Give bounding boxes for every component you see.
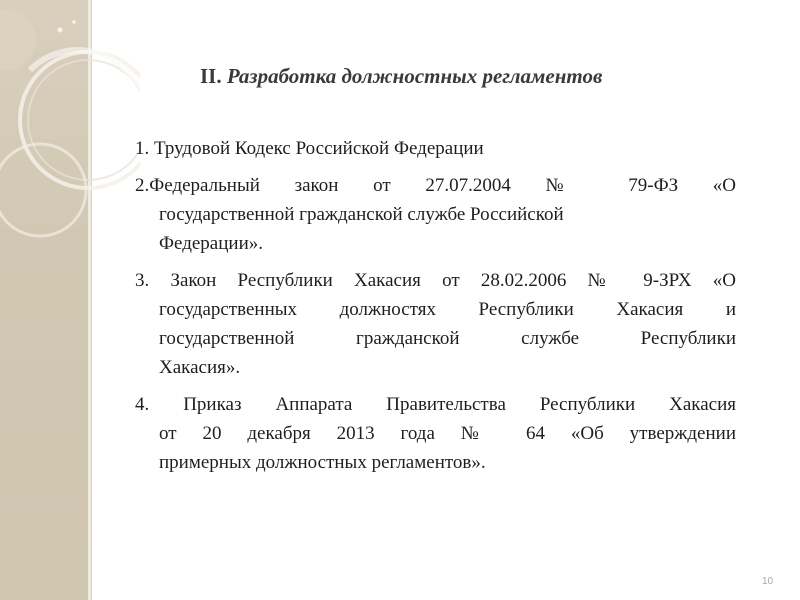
list-item-line: 3. Закон Республики Хакасия от 28.02.2006 № 9-ЗРХ «О (135, 270, 736, 291)
list-item-line: Хакасия». (159, 357, 241, 378)
list-item-line: государственной гражданской службе Республики (159, 328, 736, 349)
list-item (135, 171, 736, 258)
list-item (135, 266, 736, 382)
title-number: II. (200, 64, 222, 88)
slide-number: 10 (762, 576, 774, 587)
list-item-line: государственных должностях Республики Хакасия и (159, 299, 736, 320)
list-item (135, 134, 736, 163)
list-item-line: государственной гражданской службе Российской (159, 204, 564, 225)
list-item-line: примерных должностных регламентов». (159, 452, 486, 473)
title-text: Разработка должностных регламентов (226, 64, 603, 88)
list-item-line: 1. Трудовой Кодекс Российской Федерации (135, 138, 484, 159)
list-item (135, 390, 736, 477)
list-item-line: от 20 декабря 2013 года № 64 «Об утверждении (159, 423, 736, 444)
list-item-line: 2.Федеральный закон от 27.07.2004 № 79-ФЗ «О (135, 175, 736, 196)
decorative-rings-icon (0, 0, 140, 260)
list-item-line: 4. Приказ Аппарата Правительства Республики Хакасия (135, 394, 736, 415)
slide-title (200, 64, 602, 89)
list-item-line: Федерации». (159, 233, 263, 254)
